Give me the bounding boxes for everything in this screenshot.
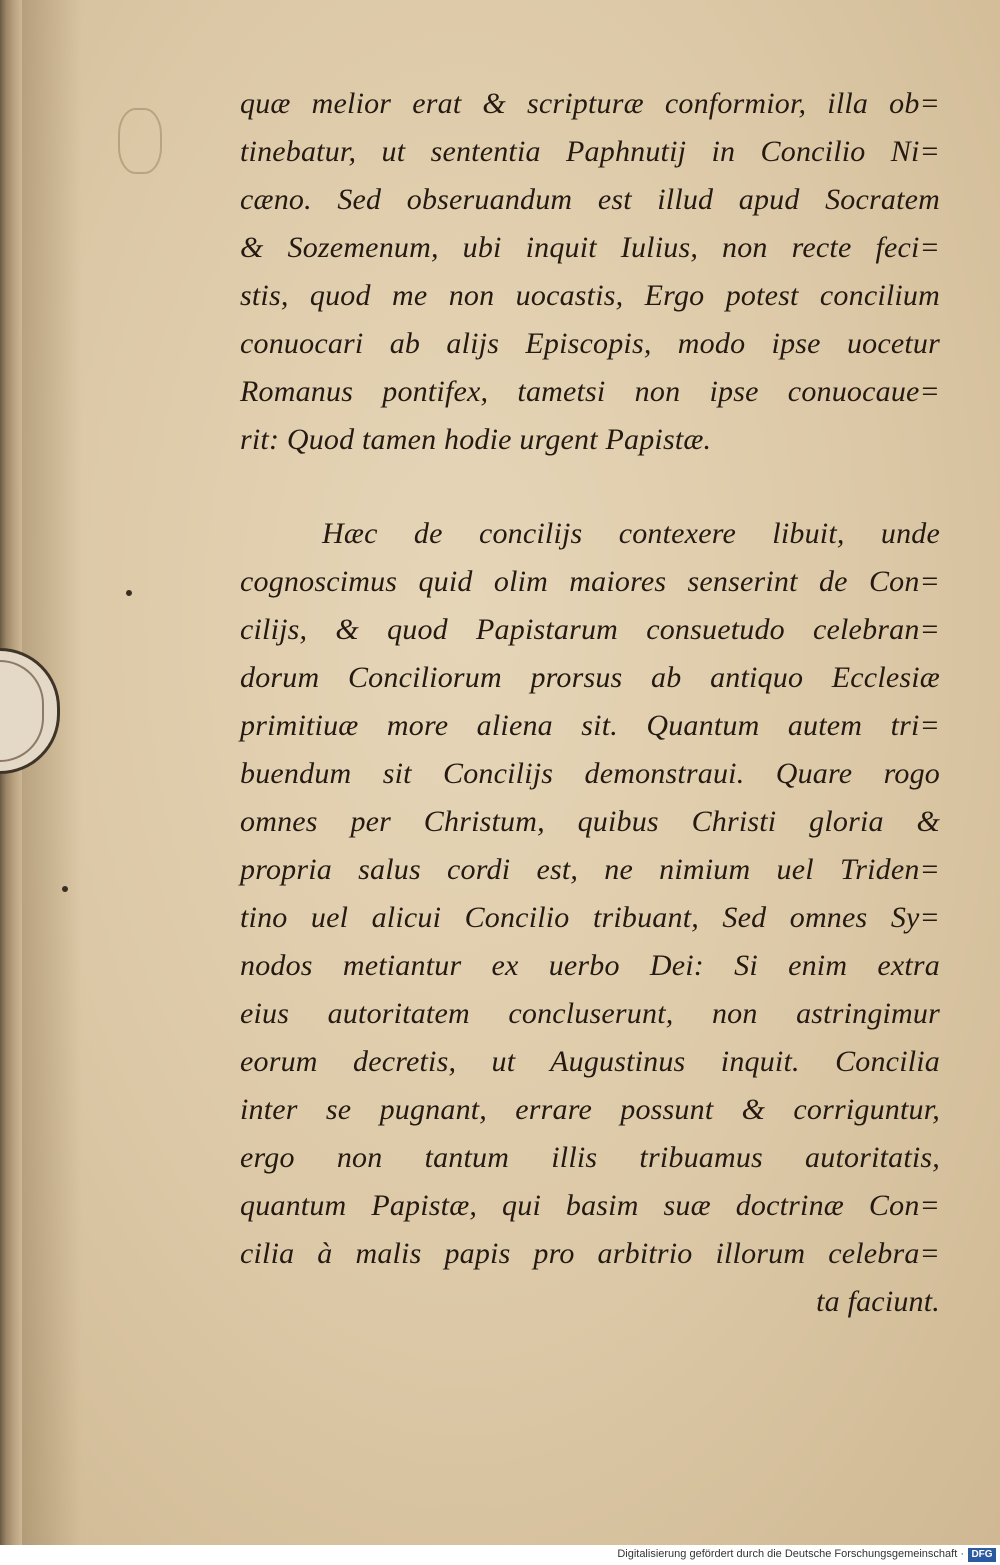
marginal-dot [62, 886, 68, 892]
dfg-logo[interactable]: DFG [968, 1548, 996, 1562]
text-line: cæno. Sed obseruandum est illud apud Socratem [240, 183, 940, 216]
text-line: Romanus pontifex, tametsi non ipse conuocaue= [240, 375, 940, 408]
text-line: buendum sit Concilijs demonstraui. Quare rogo [240, 757, 940, 790]
text-line: cilijs, & quod Papistarum consuetudo celebran= [240, 613, 940, 646]
footer-bar [0, 1545, 1000, 1565]
text-line: inter se pugnant, errare possunt & corriguntur, [240, 1093, 940, 1126]
marginal-dot [126, 590, 132, 596]
text-line: eorum decretis, ut Augustinus inquit. Concilia [240, 1045, 940, 1078]
text-line: conuocari ab alijs Episcopis, modo ipse uocetur [240, 327, 940, 360]
text-line: omnes per Christum, quibus Christi gloria & [240, 805, 940, 838]
text-block [240, 80, 940, 1326]
text-line: tinebatur, ut sententia Paphnutij in Concilio Ni= [240, 135, 940, 168]
text-line: & Sozemenum, ubi inquit Iulius, non recte feci= [240, 231, 940, 264]
text-line: nodos metiantur ex uerbo Dei: Si enim extra [240, 949, 940, 982]
dfg-credit: Digitalisierung gefördert durch die Deutsche Forschungsgemeinschaft · [617, 1548, 964, 1560]
text-line: propria salus cordi est, ne nimium uel Triden= [240, 853, 940, 886]
text-line: ergo non tantum illis tribuamus autoritatis, [240, 1141, 940, 1174]
text-line: Hæc de concilijs contexere libuit, unde [322, 517, 940, 550]
text-line: cilia à malis papis pro arbitrio illorum celebra= [240, 1237, 940, 1270]
text-line: quæ melior erat & scripturæ conformior, illa ob= [240, 87, 940, 120]
paper-stain [118, 108, 162, 174]
text-line: stis, quod me non uocastis, Ergo potest concilium [240, 279, 940, 312]
text-line: cognoscimus quid olim maiores senserint de Con= [240, 565, 940, 598]
text-line: dorum Conciliorum prorsus ab antiquo Ecclesiæ [240, 661, 940, 694]
paragraph-gap [240, 464, 940, 510]
text-line: rit: Quod tamen hodie urgent Papistæ. [240, 423, 712, 456]
text-line: quantum Papistæ, qui basim suæ doctrinæ Con= [240, 1189, 940, 1222]
text-line: eius autoritatem concluserunt, non astringimur [240, 997, 940, 1030]
text-line: ta faciunt. [816, 1285, 940, 1318]
gutter-shadow [22, 0, 82, 1545]
text-line: tino uel alicui Concilio tribuant, Sed omnes Sy= [240, 901, 940, 934]
text-line: primitiuæ more aliena sit. Quantum autem tri= [240, 709, 940, 742]
